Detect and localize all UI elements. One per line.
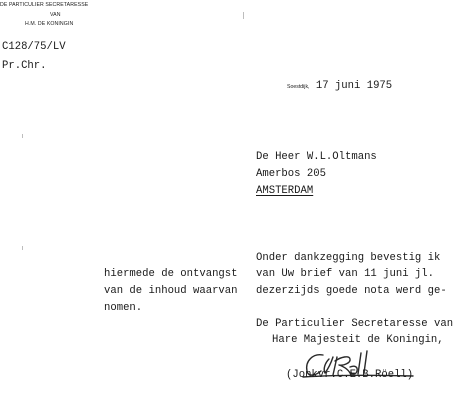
reference-number: C128/75/LV bbox=[2, 41, 66, 53]
date-value: 17 juni 1975 bbox=[315, 80, 393, 92]
reference-note: Pr.Chr. bbox=[2, 60, 47, 72]
letterhead-line-1: DE PARTICULIER SECRETARESSE bbox=[0, 2, 89, 8]
addressee-street: Amerbos 205 bbox=[256, 168, 326, 180]
letterhead-line-3: H.M. DE KONINGIN bbox=[25, 21, 74, 27]
closing-line-2: Hare Majesteit de Koningin, bbox=[272, 334, 444, 346]
body-line-3-right: dezerzijds goede nota werd ge- bbox=[256, 285, 447, 297]
date-line bbox=[287, 80, 392, 93]
scan-mark bbox=[243, 12, 244, 19]
body-line-3-left: van de inhoud waarvan bbox=[104, 285, 238, 297]
body-line-4: nomen. bbox=[104, 302, 143, 314]
body-line-2-right: van Uw brief van 11 juni jl. bbox=[256, 268, 435, 280]
scan-mark bbox=[22, 134, 23, 138]
letterhead-line-2: VAN bbox=[50, 12, 61, 18]
body-line-2-left: hiermede de ontvangst bbox=[104, 268, 238, 280]
closing-line-1: De Particulier Secretaresse van bbox=[256, 318, 454, 330]
scan-mark bbox=[22, 246, 23, 250]
date-place: Soestdijk, bbox=[287, 84, 310, 90]
signatory-name: (Jonkvr.C.E.B.Röell) bbox=[286, 369, 414, 381]
addressee-city: AMSTERDAM bbox=[256, 185, 314, 197]
body-line-1: Onder dankzegging bevestig ik bbox=[256, 252, 441, 264]
addressee-name: De Heer W.L.Oltmans bbox=[256, 151, 377, 163]
